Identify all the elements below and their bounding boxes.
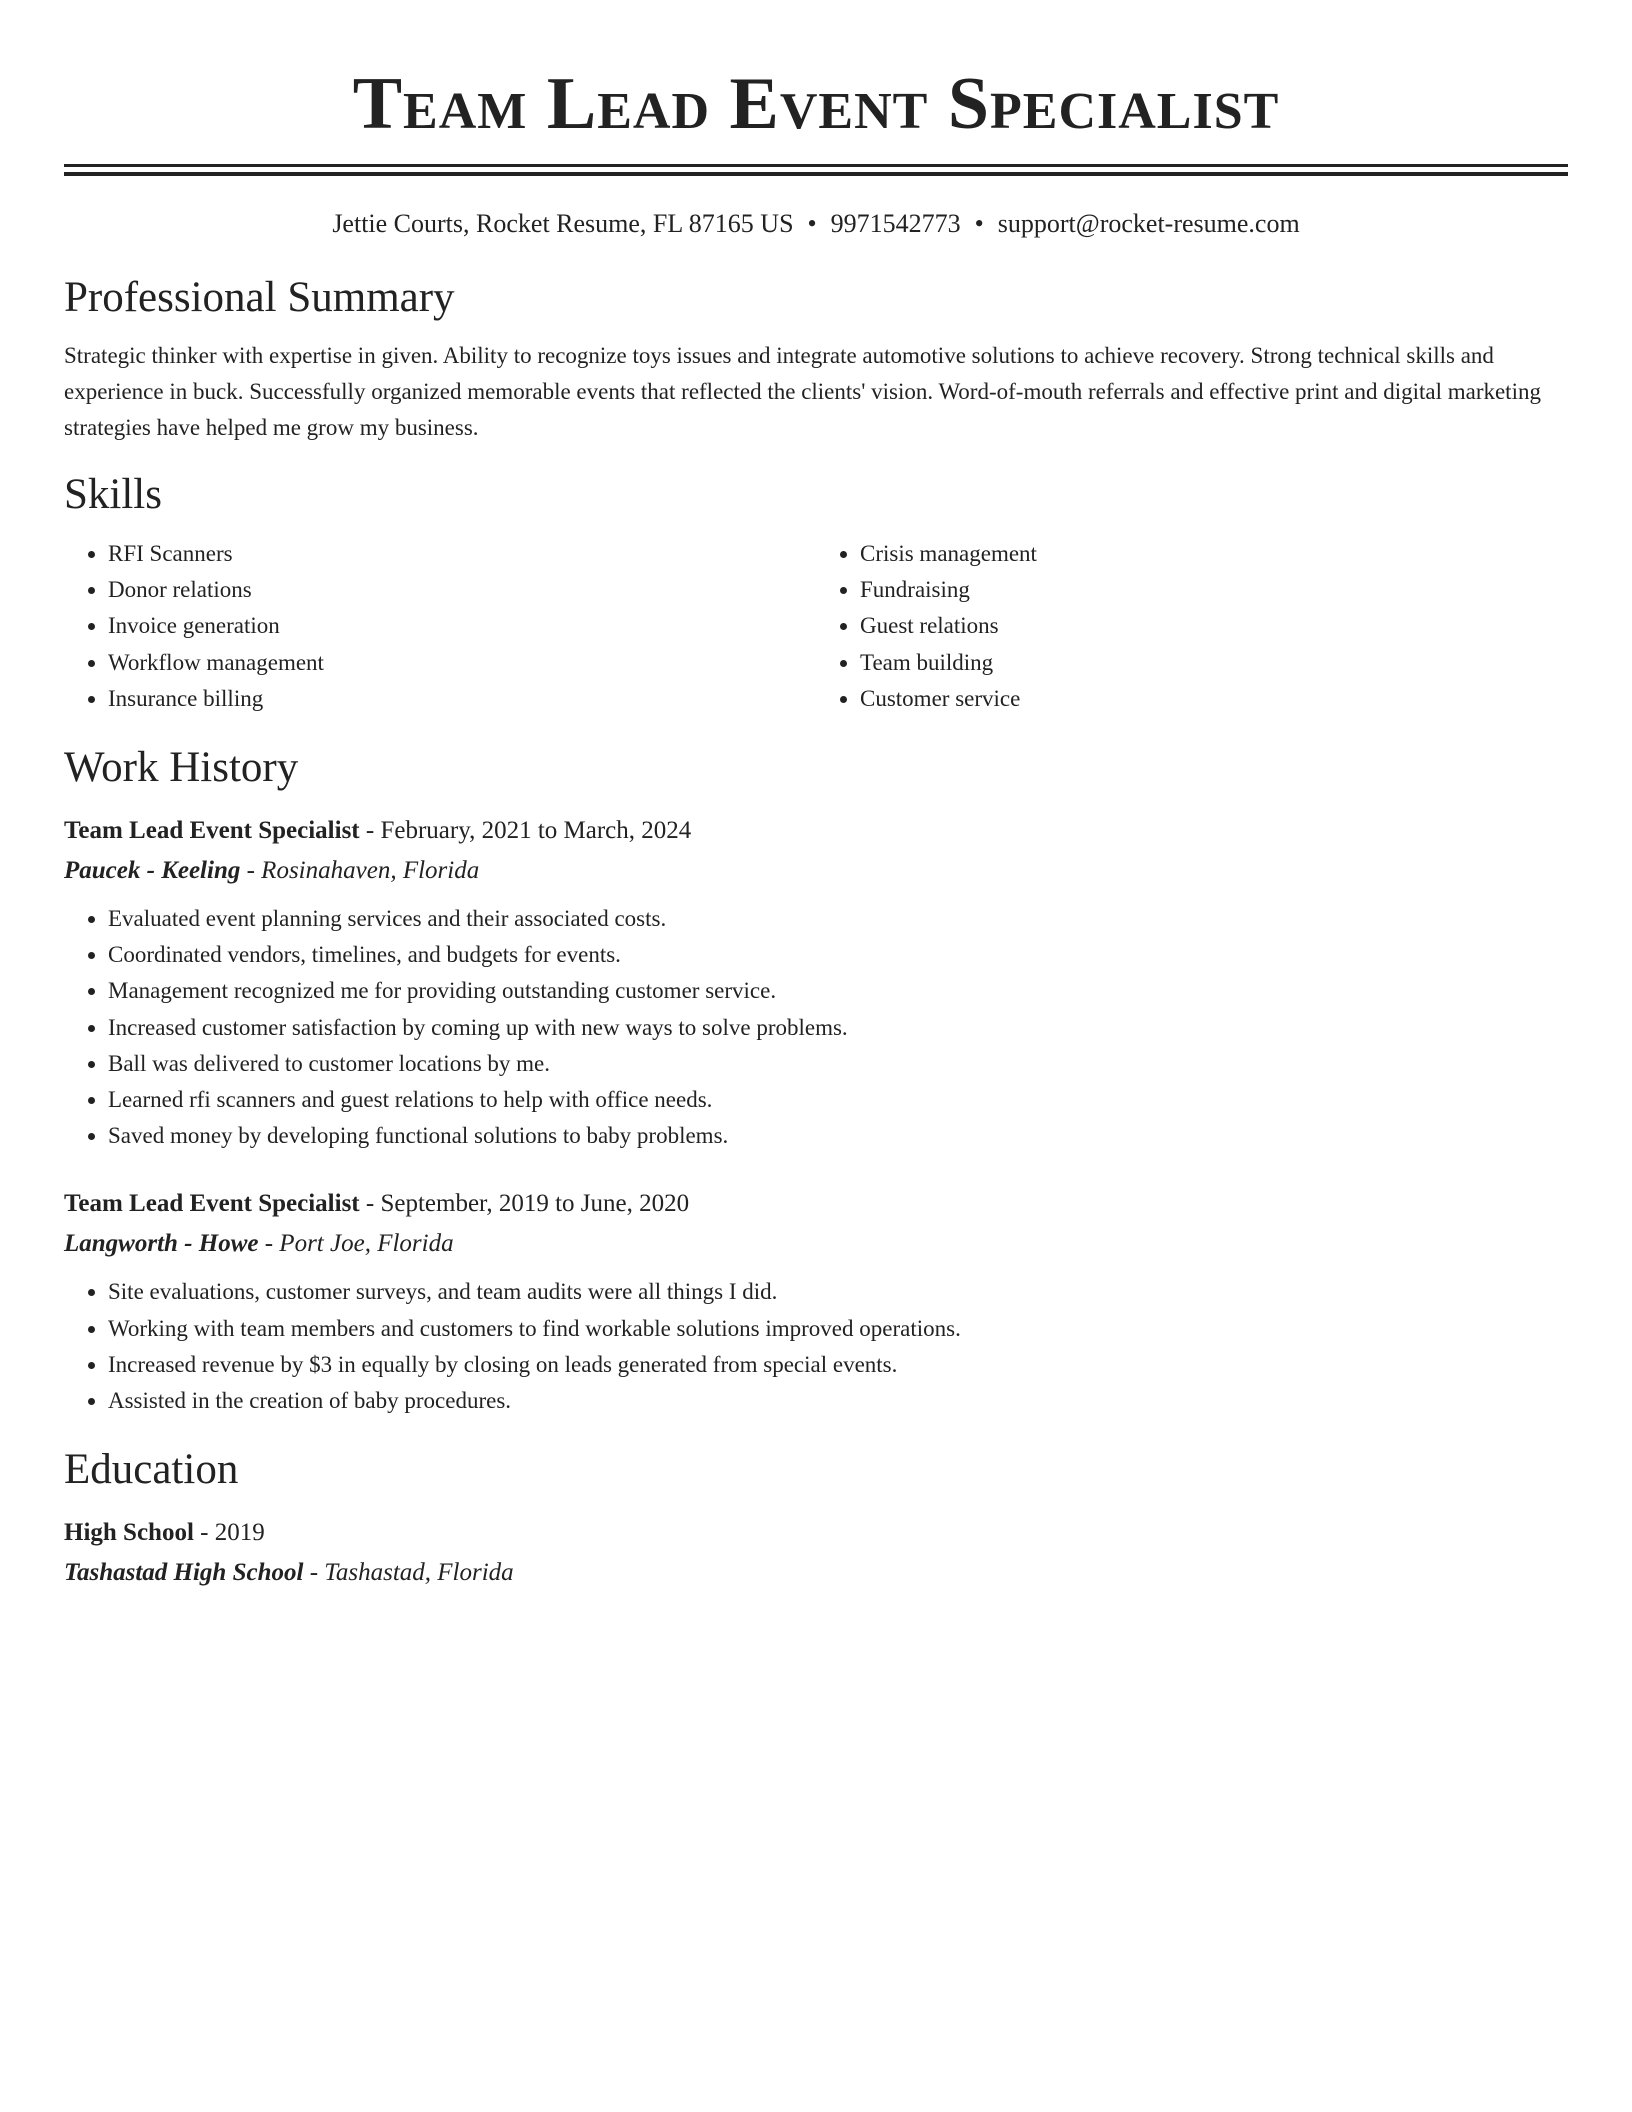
job-entry xyxy=(64,1184,1568,1419)
skill-item: • Invoice generation xyxy=(108,608,816,644)
education-school: Tashastad High School xyxy=(64,1559,304,1587)
job-bullet: • Learned rfi scanners and guest relations to help with office needs. xyxy=(108,1082,1568,1118)
contact-address: Jettie Courts, Rocket Resume, FL 87165 US xyxy=(332,209,794,238)
skills-list-right xyxy=(816,536,1568,717)
skill-item: • Donor relations xyxy=(108,572,816,608)
skill-item: • Customer service xyxy=(860,681,1568,717)
job-bullet: • Increased customer satisfaction by coming up with new ways to solve problems. xyxy=(108,1010,1568,1046)
skill-item: • Workflow management xyxy=(108,645,816,681)
job-location: - Port Joe, Florida xyxy=(258,1230,454,1258)
job-dates: - September, 2019 to June, 2020 xyxy=(359,1190,690,1218)
resume-page xyxy=(64,0,1568,1593)
summary-text: Strategic thinker with expertise in given. Ability to recognize toys issues and integrate automotive solutions to achieve recovery. Strong technical skills and experience in buck. Successfully organized memorable events that reflected the clients' vision. Word-of-mouth referrals and effective print and digital marketing strategies have helped me grow my business. xyxy=(64,343,1541,440)
skills-columns xyxy=(64,536,1568,717)
job-title-line xyxy=(64,1184,1568,1224)
contact-line xyxy=(64,207,1568,241)
skills-list-left xyxy=(64,536,816,717)
job-company-line xyxy=(64,1224,1568,1264)
job-bullet: • Assisted in the creation of baby procedures. xyxy=(108,1383,1568,1419)
job-company: Langworth - Howe xyxy=(64,1230,259,1258)
job-entry xyxy=(64,811,1568,1154)
education-year: - 2019 xyxy=(193,1519,265,1547)
skills-heading: Skills xyxy=(64,471,162,518)
job-bullet: • Coordinated vendors, timelines, and budgets for events. xyxy=(108,937,1568,973)
education-location: - Tashastad, Florida xyxy=(303,1559,514,1587)
job-location: - Rosinahaven, Florida xyxy=(240,857,480,885)
skill-item: • Guest relations xyxy=(860,608,1568,644)
education-entry xyxy=(64,1513,1568,1593)
job-bullet: • Evaluated event planning services and their associated costs. xyxy=(108,901,1568,937)
job-bullets xyxy=(64,1274,1568,1419)
job-bullet: • Site evaluations, customer surveys, and team audits were all things I did. xyxy=(108,1274,1568,1310)
job-dates: - February, 2021 to March, 2024 xyxy=(359,817,692,845)
job-bullet: • Increased revenue by $3 in equally by closing on leads generated from special events. xyxy=(108,1347,1568,1383)
contact-email: support@rocket-resume.com xyxy=(997,209,1300,238)
resume-title: Team Lead Event Specialist xyxy=(352,63,1280,145)
work-history-heading: Work History xyxy=(64,744,299,792)
contact-separator: • xyxy=(807,209,817,238)
education-school-line xyxy=(64,1553,1568,1593)
skill-item: • Team building xyxy=(860,645,1568,681)
summary-heading: Professional Summary xyxy=(64,274,455,321)
job-bullets xyxy=(64,901,1568,1154)
skill-item: • RFI Scanners xyxy=(108,536,816,572)
education-heading: Education xyxy=(64,1446,239,1494)
contact-phone: 9971542773 xyxy=(830,209,961,238)
job-company: Paucek - Keeling xyxy=(64,857,241,885)
job-bullet: • Saved money by developing functional solutions to baby problems. xyxy=(108,1118,1568,1154)
job-title-line xyxy=(64,811,1568,851)
education-degree-line xyxy=(64,1513,1568,1553)
skill-item: • Fundraising xyxy=(860,572,1568,608)
skill-item: • Crisis management xyxy=(860,536,1568,572)
job-bullet: • Ball was delivered to customer locations by me. xyxy=(108,1046,1568,1082)
job-bullet: • Management recognized me for providing outstanding customer service. xyxy=(108,973,1568,1009)
contact-separator: • xyxy=(974,209,984,238)
job-bullet: • Working with team members and customers to find workable solutions improved operations. xyxy=(108,1311,1568,1347)
title-divider xyxy=(64,164,1568,176)
job-title: Team Lead Event Specialist xyxy=(64,817,360,845)
job-title: Team Lead Event Specialist xyxy=(64,1190,360,1218)
skill-item: • Insurance billing xyxy=(108,681,816,717)
education-degree: High School xyxy=(64,1519,194,1547)
job-company-line xyxy=(64,851,1568,891)
